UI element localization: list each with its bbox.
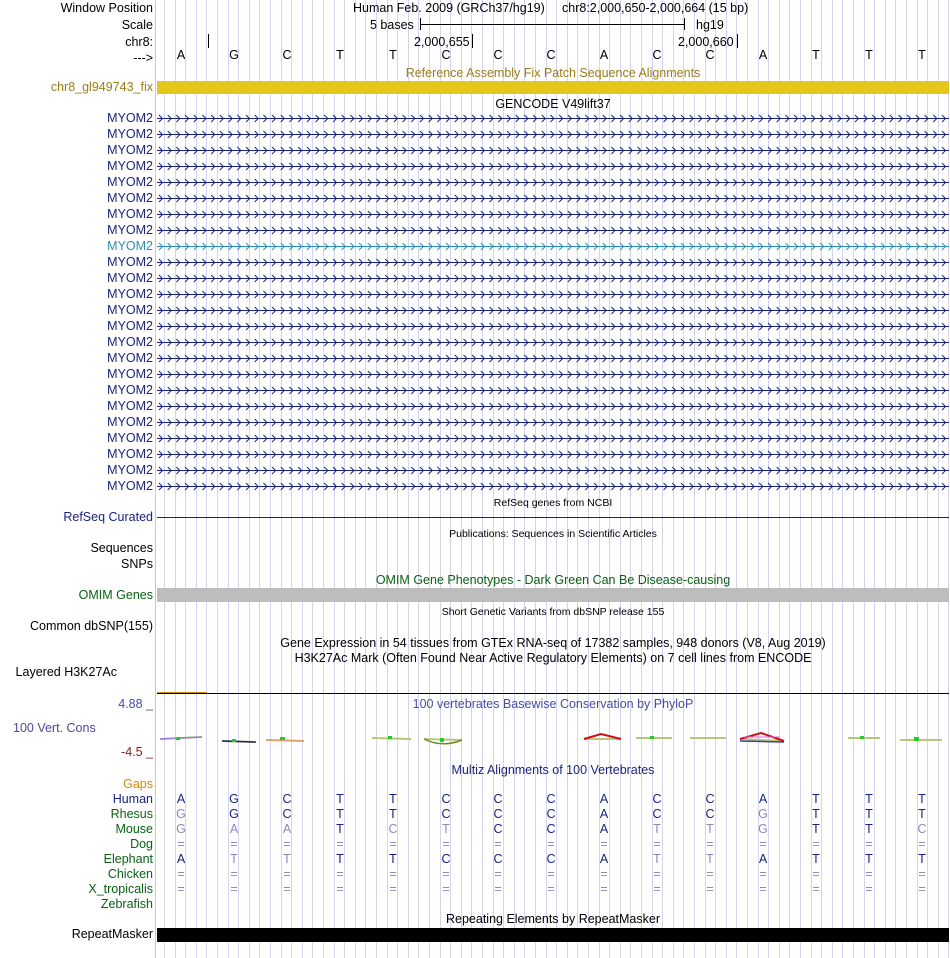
gencode-transcript-feature[interactable]: [157, 161, 949, 172]
multiz-species-label[interactable]: X_tropicalis: [88, 882, 153, 896]
gencode-transcript-feature[interactable]: [157, 305, 949, 316]
conservation-max: 4.88 _: [118, 697, 153, 711]
multiz-base: =: [865, 837, 873, 851]
grid-line: [694, 0, 695, 958]
grid-line: [365, 0, 366, 958]
multiz-base: =: [547, 837, 555, 851]
base-letter: A: [176, 48, 186, 62]
gencode-transcript-label[interactable]: MYOM2: [107, 431, 153, 445]
multiz-base: =: [494, 867, 502, 881]
multiz-base: =: [812, 867, 820, 881]
multiz-base: T: [865, 852, 873, 866]
gencode-transcript-label[interactable]: MYOM2: [107, 223, 153, 237]
grid-line: [164, 0, 165, 958]
multiz-base: T: [812, 807, 820, 821]
grid-line: [832, 0, 833, 958]
multiz-base: C: [441, 852, 451, 866]
omim-title: OMIM Gene Phenotypes - Dark Green Can Be Disease-causing: [375, 573, 731, 587]
repeatmasker-label[interactable]: RepeatMasker: [71, 927, 153, 941]
refseq-title: RefSeq genes from NCBI: [493, 497, 613, 509]
fix-patch-label[interactable]: chr8_gl949743_fix: [50, 80, 153, 94]
grid-line: [789, 0, 790, 958]
multiz-species-label[interactable]: Human: [112, 792, 153, 806]
grid-line: [800, 0, 801, 958]
multiz-base: C: [705, 807, 715, 821]
grid-line: [906, 0, 907, 958]
grid-line: [196, 0, 197, 958]
ruler-coord-2: 2,000,660: [678, 35, 734, 49]
base-letter: A: [599, 48, 609, 62]
multiz-base: =: [283, 837, 291, 851]
multiz-base: =: [494, 837, 502, 851]
gencode-transcript-feature[interactable]: [157, 225, 949, 236]
base-letter: C: [282, 48, 292, 62]
multiz-base: T: [918, 852, 926, 866]
chrom-label: chr8:: [125, 35, 153, 49]
grid-line: [885, 0, 886, 958]
multiz-base: T: [918, 807, 926, 821]
ruler-coord-1: 2,000,655: [414, 35, 470, 49]
gencode-transcript-label[interactable]: MYOM2: [107, 159, 153, 173]
h3k27ac-baseline: [157, 693, 949, 694]
multiz-base: =: [918, 837, 926, 851]
conservation-label[interactable]: 100 Vert. Cons: [13, 721, 96, 735]
gencode-transcript-feature[interactable]: [157, 337, 949, 348]
multiz-base: T: [653, 822, 661, 836]
dbsnp-label[interactable]: Common dbSNP(155): [30, 619, 153, 633]
multiz-base: T: [389, 792, 397, 806]
strand-label: --->: [133, 51, 153, 65]
omim-label[interactable]: OMIM Genes: [78, 588, 153, 602]
multiz-base: A: [599, 792, 609, 806]
fix-patch-bar[interactable]: [157, 81, 949, 94]
multiz-base: T: [336, 792, 344, 806]
multiz-base: =: [706, 867, 714, 881]
multiz-base: C: [282, 807, 292, 821]
scale-db: hg19: [696, 18, 724, 32]
multiz-base: A: [176, 792, 186, 806]
multiz-base: C: [441, 792, 451, 806]
base-letter: C: [493, 48, 503, 62]
grid-line: [577, 0, 578, 958]
gencode-transcript-label[interactable]: MYOM2: [107, 255, 153, 269]
multiz-base: A: [599, 852, 609, 866]
grid-line: [747, 0, 748, 958]
multiz-base: T: [230, 852, 238, 866]
multiz-base: T: [336, 852, 344, 866]
repeatmasker-title: Repeating Elements by RepeatMasker: [445, 912, 660, 926]
multiz-base: =: [177, 882, 185, 896]
multiz-base: T: [283, 852, 291, 866]
multiz-base: =: [865, 867, 873, 881]
multiz-base: G: [176, 807, 186, 821]
multiz-base: C: [493, 852, 503, 866]
multiz-base: =: [918, 867, 926, 881]
multiz-base: T: [865, 822, 873, 836]
multiz-base: G: [176, 822, 186, 836]
grid-line: [853, 0, 854, 958]
base-letter: C: [546, 48, 556, 62]
grid-line: [482, 0, 483, 958]
base-letter: T: [336, 48, 344, 62]
gencode-transcript-feature[interactable]: [157, 401, 949, 412]
multiz-base: =: [442, 882, 450, 896]
gencode-transcript-feature[interactable]: [157, 433, 949, 444]
gencode-transcript-feature[interactable]: [157, 385, 949, 396]
multiz-base: =: [389, 867, 397, 881]
multiz-base: T: [865, 807, 873, 821]
multiz-base: =: [759, 837, 767, 851]
grid-line: [895, 0, 896, 958]
gencode-transcript-label[interactable]: MYOM2: [107, 111, 153, 125]
gencode-transcript-label[interactable]: MYOM2: [107, 239, 153, 253]
multiz-species-label[interactable]: Rhesus: [110, 807, 153, 821]
scale-bases: 5 bases: [370, 18, 414, 32]
multiz-base: T: [865, 792, 873, 806]
gencode-transcript-feature[interactable]: [157, 481, 949, 492]
gencode-transcript-feature[interactable]: [157, 369, 949, 380]
fix-patch-title: Reference Assembly Fix Patch Sequence Alignments: [405, 66, 701, 80]
dbsnp-title: Short Genetic Variants from dbSNP release 155: [441, 606, 665, 618]
grid-line: [524, 0, 525, 958]
multiz-base: =: [600, 837, 608, 851]
multiz-base: G: [229, 807, 239, 821]
grid-line: [948, 0, 949, 958]
multiz-base: =: [865, 882, 873, 896]
scale-bar-end: [684, 18, 685, 30]
gencode-transcript-feature[interactable]: [157, 209, 949, 220]
multiz-species-label[interactable]: Mouse: [115, 822, 153, 836]
multiz-base: =: [653, 837, 661, 851]
window-position-label: Window Position: [60, 1, 153, 15]
gencode-transcript-feature[interactable]: [157, 129, 949, 140]
gencode-transcript-label[interactable]: MYOM2: [107, 175, 153, 189]
multiz-base: =: [653, 867, 661, 881]
multiz-base: A: [758, 792, 768, 806]
multiz-species-label[interactable]: Zebrafish: [100, 897, 153, 911]
gencode-transcript-feature[interactable]: [157, 449, 949, 460]
h3k27ac-label[interactable]: Layered H3K27Ac: [15, 665, 117, 679]
conservation-min: -4.5 _: [121, 745, 153, 759]
grid-line: [249, 0, 250, 958]
grid-line: [418, 0, 419, 958]
multiz-base: G: [229, 792, 239, 806]
multiz-base: =: [283, 882, 291, 896]
gencode-transcript-label[interactable]: MYOM2: [107, 319, 153, 333]
grid-line: [588, 0, 589, 958]
multiz-base: =: [230, 867, 238, 881]
grid-line: [683, 0, 684, 958]
gaps-label[interactable]: Gaps: [123, 777, 153, 791]
gencode-transcript-label[interactable]: MYOM2: [107, 479, 153, 493]
multiz-base: A: [758, 852, 768, 866]
multiz-base: C: [493, 792, 503, 806]
grid-line: [461, 0, 462, 958]
multiz-base: =: [653, 882, 661, 896]
grid-line: [726, 0, 727, 958]
multiz-base: T: [812, 792, 820, 806]
multiz-base: T: [442, 822, 450, 836]
multiz-base: C: [546, 792, 556, 806]
multiz-species-label[interactable]: Dog: [130, 837, 153, 851]
conservation-title: 100 vertebrates Basewise Conservation by PhyloP: [412, 697, 694, 711]
multiz-base: T: [389, 807, 397, 821]
grid-line: [302, 0, 303, 958]
multiz-base: C: [493, 822, 503, 836]
multiz-base: =: [389, 882, 397, 896]
repeatmasker-bar[interactable]: [157, 928, 949, 942]
gencode-transcript-label[interactable]: MYOM2: [107, 399, 153, 413]
grid-line: [842, 0, 843, 958]
gencode-transcript-label[interactable]: MYOM2: [107, 287, 153, 301]
gencode-transcript-feature[interactable]: [157, 465, 949, 476]
label-separator: [155, 0, 156, 958]
gencode-transcript-label[interactable]: MYOM2: [107, 383, 153, 397]
multiz-base: =: [547, 867, 555, 881]
assembly-title: Human Feb. 2009 (GRCh37/hg19): [353, 1, 545, 15]
publications-title: Publications: Sequences in Scientific Articles: [449, 528, 657, 540]
base-letter: T: [389, 48, 397, 62]
multiz-base: =: [177, 867, 185, 881]
scale-bar: [421, 24, 684, 25]
publications-sequences-label[interactable]: Sequences: [90, 541, 153, 555]
gencode-transcript-label[interactable]: MYOM2: [107, 303, 153, 317]
multiz-base: T: [336, 822, 344, 836]
grid-line: [312, 0, 313, 958]
gencode-transcript-feature[interactable]: [157, 241, 949, 252]
multiz-base: =: [812, 882, 820, 896]
gencode-transcript-label[interactable]: MYOM2: [107, 351, 153, 365]
multiz-species-label[interactable]: Elephant: [103, 852, 153, 866]
grid-line: [376, 0, 377, 958]
multiz-base: C: [546, 807, 556, 821]
grid-line: [259, 0, 260, 958]
multiz-base: =: [706, 837, 714, 851]
multiz-base: A: [599, 807, 609, 821]
grid-line: [736, 0, 737, 958]
multiz-base: A: [599, 822, 609, 836]
grid-line: [355, 0, 356, 958]
grid-line: [567, 0, 568, 958]
multiz-base: =: [600, 882, 608, 896]
grid-line: [673, 0, 674, 958]
grid-line: [641, 0, 642, 958]
omim-bar[interactable]: [157, 588, 949, 602]
multiz-base: =: [230, 837, 238, 851]
grid-line: [217, 0, 218, 958]
grid-line: [429, 0, 430, 958]
multiz-base: =: [336, 882, 344, 896]
multiz-base: =: [442, 837, 450, 851]
multiz-base: =: [547, 882, 555, 896]
gencode-transcript-feature[interactable]: [157, 417, 949, 428]
multiz-base: =: [494, 882, 502, 896]
multiz-species-label[interactable]: Chicken: [107, 867, 153, 881]
multiz-base: =: [389, 837, 397, 851]
multiz-base: =: [442, 867, 450, 881]
multiz-base: T: [812, 822, 820, 836]
grid-line: [620, 0, 621, 958]
gencode-transcript-label[interactable]: MYOM2: [107, 335, 153, 349]
multiz-base: =: [336, 837, 344, 851]
multiz-base: A: [229, 822, 239, 836]
multiz-base: C: [917, 822, 927, 836]
multiz-base: T: [812, 852, 820, 866]
gtex-title: Gene Expression in 54 tissues from GTEx RNA-seq of 17382 samples, 948 donors (V8, Aug 2019): [280, 636, 826, 650]
grid-line: [471, 0, 472, 958]
multiz-base: =: [336, 867, 344, 881]
multiz-base: =: [918, 882, 926, 896]
multiz-base: =: [177, 837, 185, 851]
refseq-label[interactable]: RefSeq Curated: [63, 510, 153, 524]
grid-line: [630, 0, 631, 958]
multiz-base: T: [389, 852, 397, 866]
multiz-base: A: [176, 852, 186, 866]
multiz-base: =: [759, 882, 767, 896]
gencode-title: GENCODE V49lift37: [495, 97, 611, 111]
grid-line: [938, 0, 939, 958]
grid-line: [408, 0, 409, 958]
multiz-base: T: [653, 852, 661, 866]
gencode-transcript-feature[interactable]: [157, 289, 949, 300]
base-letter: T: [812, 48, 820, 62]
multiz-base: =: [759, 867, 767, 881]
multiz-title: Multiz Alignments of 100 Vertebrates: [451, 763, 655, 777]
grid-line: [270, 0, 271, 958]
gencode-transcript-feature[interactable]: [157, 257, 949, 268]
multiz-base: C: [388, 822, 398, 836]
gencode-transcript-label[interactable]: MYOM2: [107, 463, 153, 477]
base-letter: G: [229, 48, 239, 62]
base-letter: C: [705, 48, 715, 62]
base-letter: T: [865, 48, 873, 62]
gencode-transcript-feature[interactable]: [157, 177, 949, 188]
multiz-base: C: [546, 852, 556, 866]
gencode-transcript-label[interactable]: MYOM2: [107, 367, 153, 381]
gencode-transcript-feature[interactable]: [157, 273, 949, 284]
multiz-base: T: [918, 792, 926, 806]
h3k27ac-title: H3K27Ac Mark (Often Found Near Active Regulatory Elements) on 7 cell lines from ENCODE: [294, 651, 812, 665]
multiz-base: T: [336, 807, 344, 821]
multiz-base: G: [758, 822, 768, 836]
grid-line: [323, 0, 324, 958]
ruler-tick: [208, 34, 209, 48]
multiz-base: A: [282, 822, 292, 836]
gencode-transcript-label[interactable]: MYOM2: [107, 191, 153, 205]
refseq-gene-line[interactable]: [157, 517, 949, 518]
base-letter: A: [758, 48, 768, 62]
gencode-transcript-label[interactable]: MYOM2: [107, 447, 153, 461]
multiz-base: C: [652, 807, 662, 821]
grid-line: [535, 0, 536, 958]
multiz-base: C: [441, 807, 451, 821]
gencode-transcript-feature[interactable]: [157, 353, 949, 364]
gencode-transcript-label[interactable]: MYOM2: [107, 271, 153, 285]
multiz-base: T: [706, 852, 714, 866]
grid-line: [779, 0, 780, 958]
multiz-base: C: [652, 792, 662, 806]
ruler-tick: [472, 34, 473, 48]
gencode-transcript-label[interactable]: MYOM2: [107, 207, 153, 221]
gencode-transcript-feature[interactable]: [157, 113, 949, 124]
publications-snps-label[interactable]: SNPs: [121, 557, 153, 571]
base-letter: T: [918, 48, 926, 62]
base-letter: C: [652, 48, 662, 62]
multiz-base: C: [282, 792, 292, 806]
gencode-transcript-feature[interactable]: [157, 321, 949, 332]
multiz-base: C: [493, 807, 503, 821]
multiz-base: C: [705, 792, 715, 806]
multiz-base: =: [600, 867, 608, 881]
multiz-base: =: [230, 882, 238, 896]
multiz-base: G: [758, 807, 768, 821]
base-letter: C: [441, 48, 451, 62]
gencode-transcript-label[interactable]: MYOM2: [107, 143, 153, 157]
position-readout: chr8:2,000,650-2,000,664 (15 bp): [562, 1, 749, 15]
scale-label: Scale: [121, 18, 153, 32]
multiz-base: =: [812, 837, 820, 851]
gencode-transcript-label[interactable]: MYOM2: [107, 127, 153, 141]
ruler-tick: [737, 34, 738, 48]
grid-line: [206, 0, 207, 958]
multiz-base: =: [706, 882, 714, 896]
multiz-base: T: [706, 822, 714, 836]
gencode-transcript-feature[interactable]: [157, 145, 949, 156]
gencode-transcript-label[interactable]: MYOM2: [107, 415, 153, 429]
multiz-base: C: [546, 822, 556, 836]
gencode-transcript-feature[interactable]: [157, 193, 949, 204]
grid-line: [514, 0, 515, 958]
conservation-wiggle: [156, 728, 950, 750]
multiz-base: =: [283, 867, 291, 881]
